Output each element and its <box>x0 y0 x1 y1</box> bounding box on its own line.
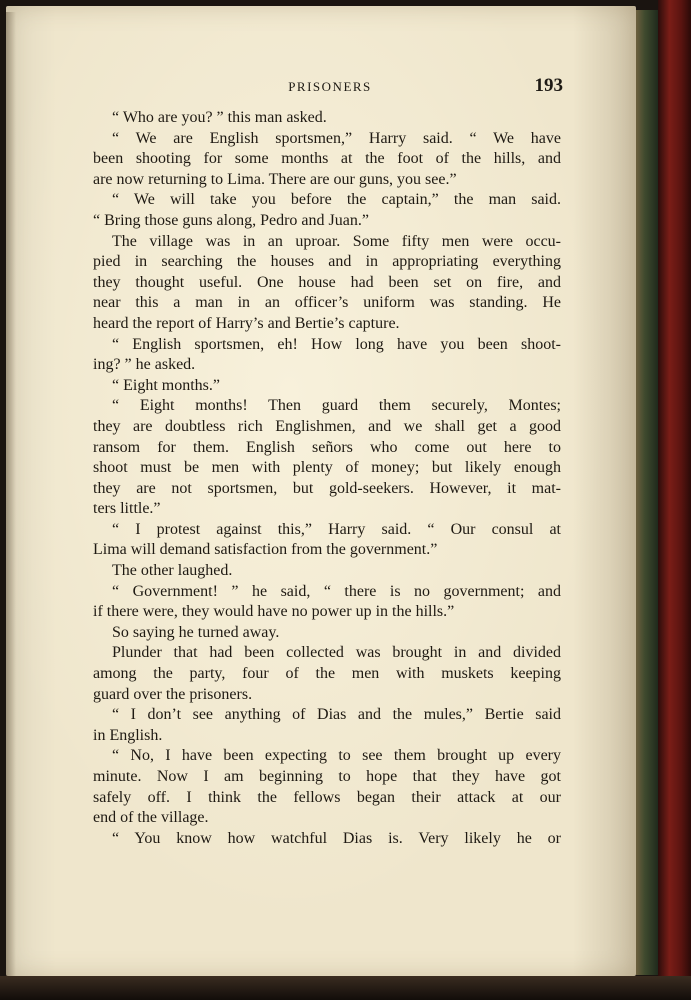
text-line: Lima will demand satisfaction from the government.” <box>93 541 438 559</box>
text-line: “ You know how watchful Dias is. Very likely he or <box>112 829 561 847</box>
body-text <box>93 108 561 849</box>
text-line: near this a man in an officer’s uniform was standing. He <box>93 294 561 312</box>
text-line: ters little.” <box>93 500 161 518</box>
text-line: end of the village. <box>93 809 209 827</box>
text-line: ing? ” he asked. <box>93 356 196 374</box>
text-line: “ We will take you before the captain,” the man said. <box>112 191 561 209</box>
text-line: “ I don’t see anything of Dias and the mules,” Bertie said <box>112 706 561 724</box>
text-line: heard the report of Harry’s and Bertie’s capture. <box>93 314 400 332</box>
text-line: are now returning to Lima. There are our guns, you see.” <box>93 170 457 188</box>
text-line: “ We are English sportsmen,” Harry said. “ We have <box>112 129 561 147</box>
text-line: guard over the prisoners. <box>93 685 253 703</box>
text-line: Plunder that had been collected was brought in and divided <box>112 644 561 662</box>
text-line: been shooting for some months at the foot of the hills, and <box>93 150 561 168</box>
text-line: “ Eight months! Then guard them securely, Montes; <box>112 397 561 415</box>
text-line: pied in searching the houses and in appropriating everything <box>93 253 561 271</box>
text-line: safely off. I think the fellows began their attack at our <box>93 788 561 806</box>
text-line: if there were, they would have no power up in the hills.” <box>93 603 455 621</box>
running-head-title: PRISONERS <box>288 79 372 94</box>
text-line: “ No, I have been expecting to see them brought up every <box>112 747 561 765</box>
text-line: among the party, four of the men with muskets keeping <box>93 665 561 683</box>
running-head <box>95 76 565 100</box>
page-number: 193 <box>534 75 563 96</box>
text-line: ransom for them. English señors who come out here to <box>93 438 561 456</box>
text-line: “ Eight months.” <box>112 376 220 394</box>
text-line: in English. <box>93 726 163 744</box>
spine-shadow <box>6 12 16 982</box>
text-line: they are not sportsmen, but gold-seekers. However, it mat- <box>93 479 561 497</box>
scan-bottom-border <box>0 976 691 1000</box>
text-line: they thought useful. One house had been set on fire, and <box>93 273 561 291</box>
text-line: they are doubtless rich Englishmen, and we shall get a good <box>93 417 561 435</box>
text-line: So saying he turned away. <box>112 623 280 641</box>
text-line: “ English sportsmen, eh! How long have you been shoot- <box>112 335 561 353</box>
text-line: “ Bring those guns along, Pedro and Juan.” <box>93 211 369 229</box>
text-line: “ Government! ” he said, “ there is no government; and <box>112 582 561 600</box>
text-line: The village was in an uproar. Some fifty men were occu- <box>112 232 561 250</box>
text-line: minute. Now I am beginning to hope that they have got <box>93 768 561 785</box>
text-line: The other laughed. <box>112 562 233 580</box>
page-edges <box>636 10 658 975</box>
book-cover-edge <box>658 0 691 1000</box>
text-line: shoot must be men with plenty of money; but likely enough <box>93 459 561 477</box>
text-line: “ Who are you? ” this man asked. <box>112 109 327 126</box>
text-line: “ I protest against this,” Harry said. “ Our consul at <box>112 520 561 538</box>
